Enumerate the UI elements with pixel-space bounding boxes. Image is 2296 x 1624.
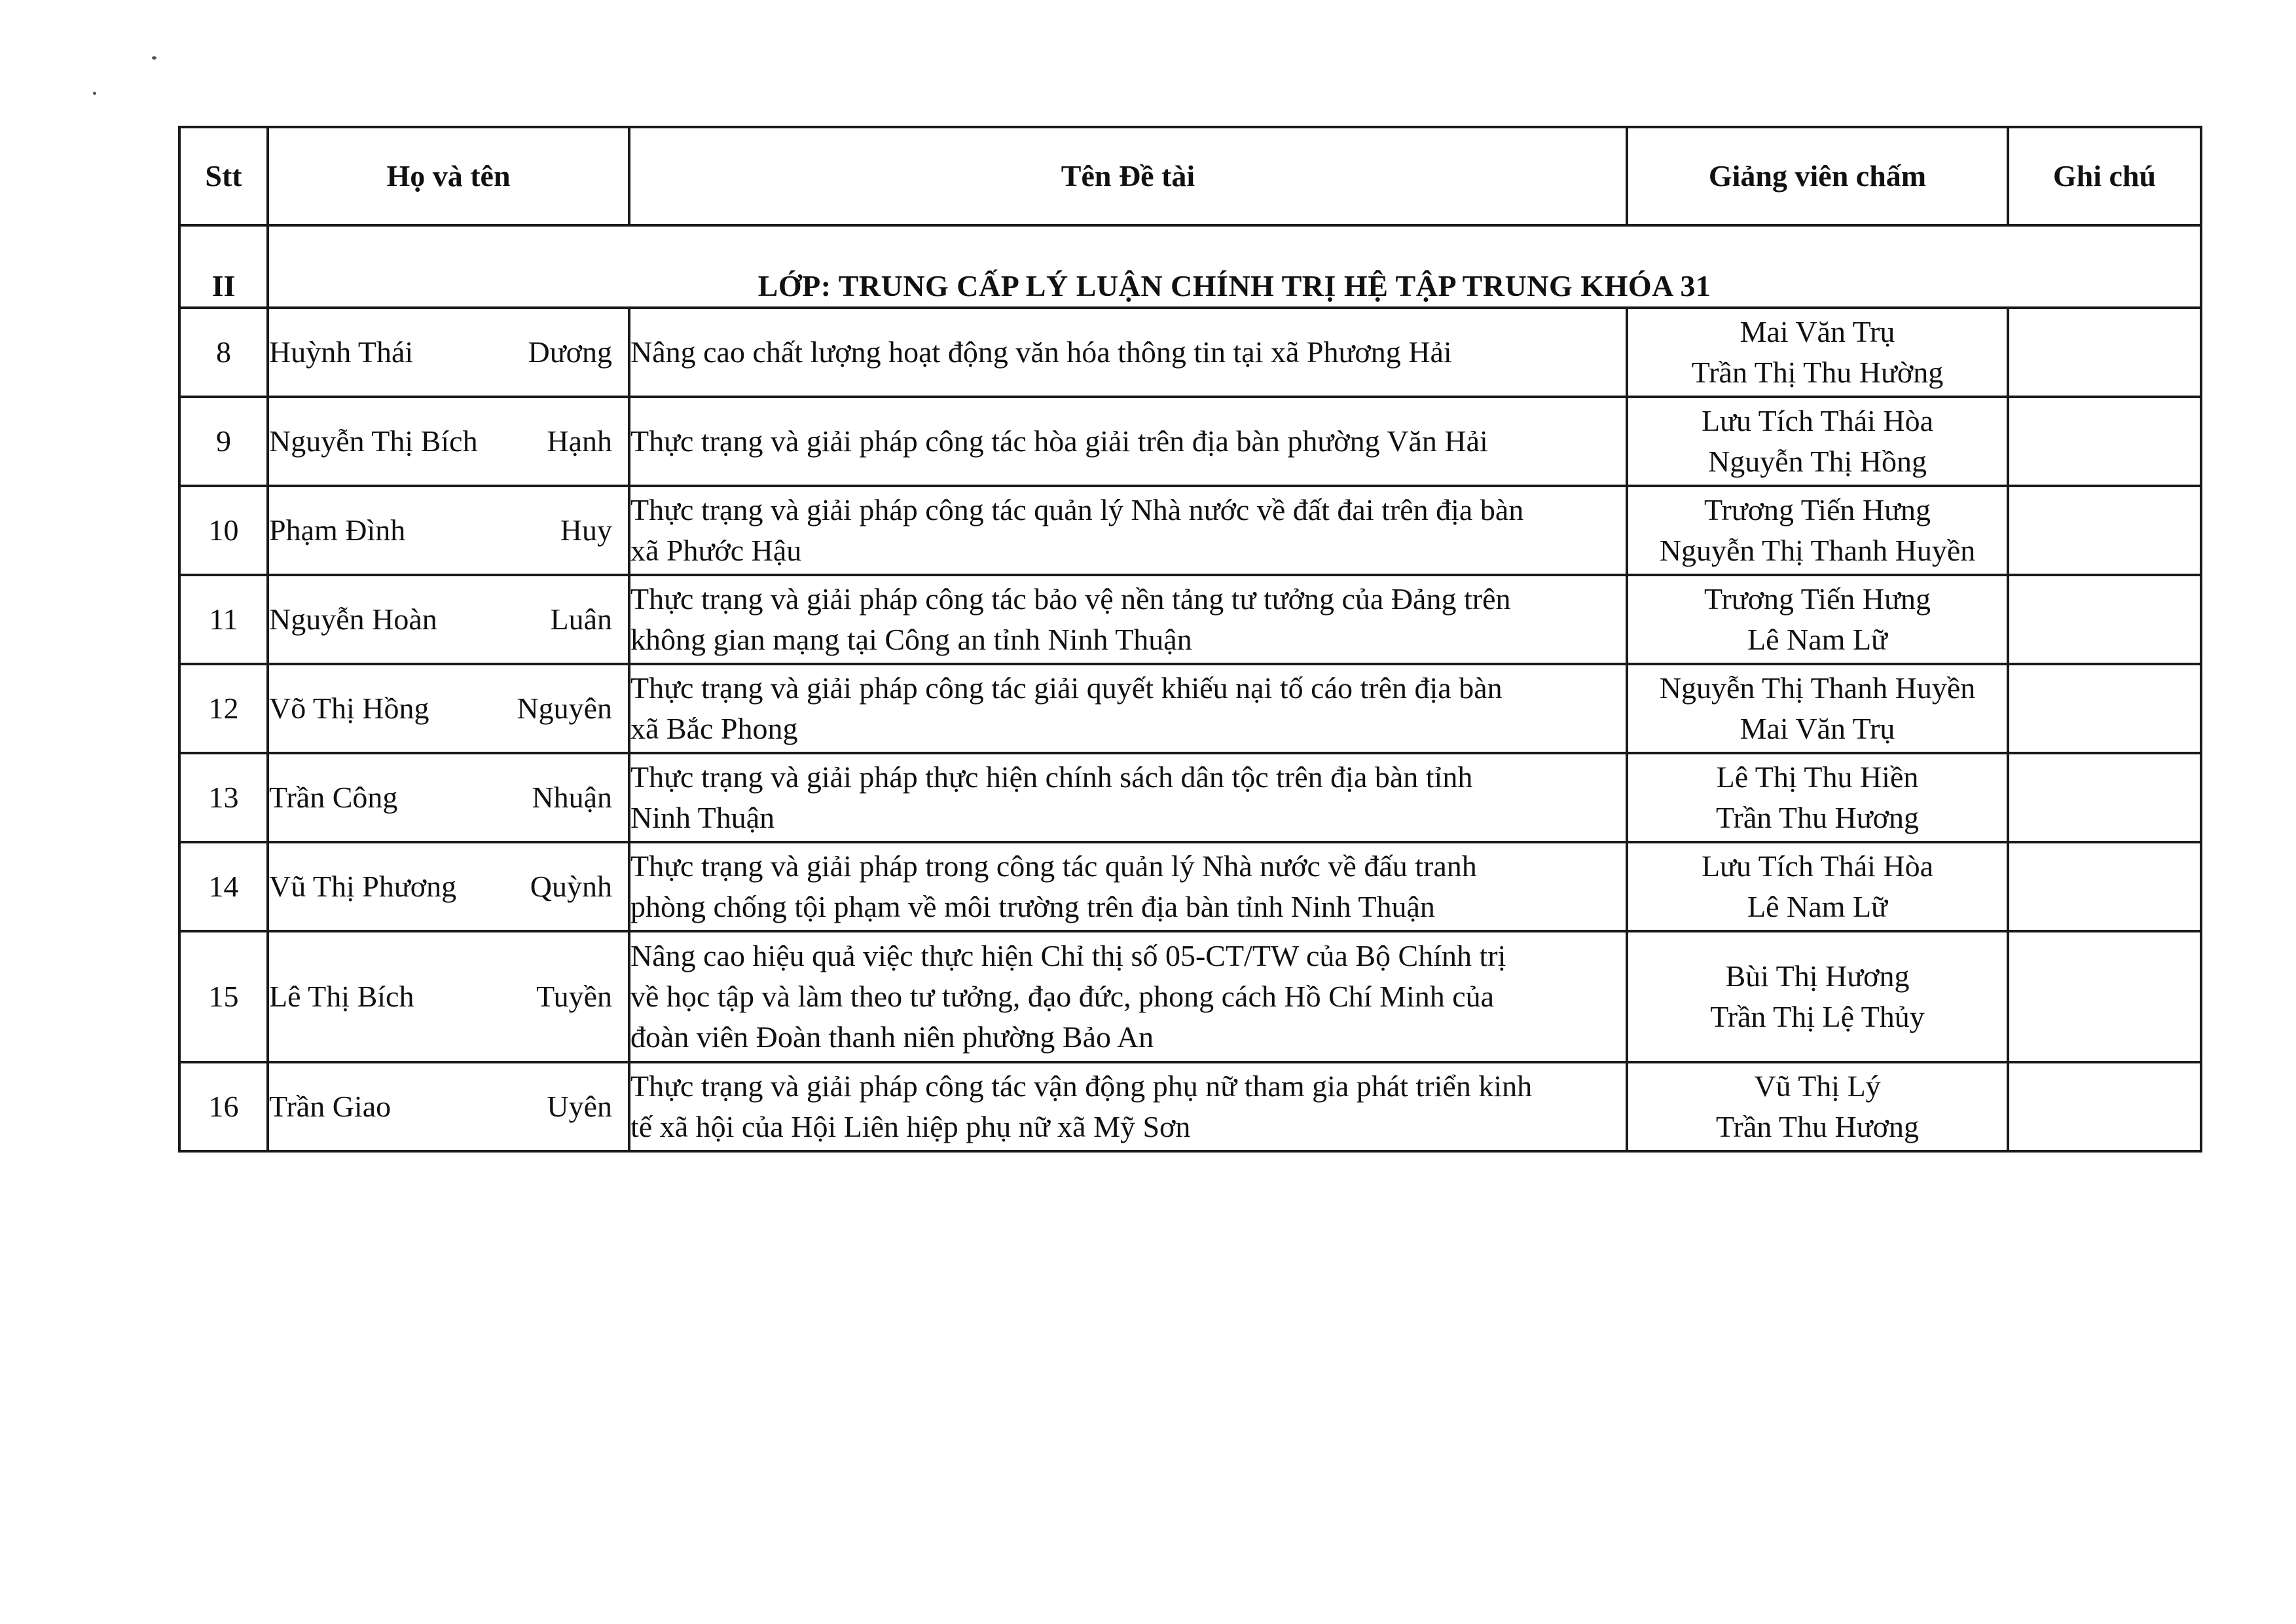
name-first: Luân	[550, 602, 612, 636]
row-stt: 14	[179, 842, 268, 931]
grader-name: Lưu Tích Thái Hòa	[1701, 404, 1934, 437]
full-name	[269, 421, 628, 462]
table-row	[179, 664, 2201, 753]
grader-name: Trần Thị Thu Hường	[1691, 356, 1944, 389]
row-grader-cell	[1627, 308, 2008, 397]
topic-line: đoàn viên Đoàn thanh niên phường Bảo An	[630, 1020, 1154, 1054]
grader-name: Trần Thu Hương	[1716, 1110, 1919, 1143]
row-grader-cell	[1627, 753, 2008, 842]
topic-line: Thực trạng và giải pháp công tác giải quyết khiếu nại tố cáo trên địa bàn	[630, 671, 1503, 705]
full-name	[269, 1086, 628, 1127]
table-row	[179, 486, 2201, 575]
row-stt: 10	[179, 486, 268, 575]
topic-line: Thực trạng và giải pháp công tác vận động phụ nữ tham gia phát triển kinh	[630, 1069, 1533, 1103]
full-name	[269, 332, 628, 373]
grader-name: Nguyễn Thị Hồng	[1708, 445, 1927, 478]
row-topic-cell	[629, 1062, 1627, 1151]
full-name	[269, 599, 628, 640]
name-given: Trần Giao	[269, 1090, 392, 1123]
full-name	[269, 777, 628, 818]
name-first: Nguyên	[517, 692, 612, 725]
scan-speck	[93, 92, 96, 95]
row-note	[2008, 753, 2201, 842]
grader-name: Bùi Thị Hương	[1725, 959, 1910, 993]
row-topic-cell	[629, 931, 1627, 1062]
row-stt: 15	[179, 931, 268, 1062]
row-stt: 13	[179, 753, 268, 842]
header-name: Họ và tên	[268, 127, 629, 225]
row-topic-cell	[629, 664, 1627, 753]
scan-speck	[152, 56, 156, 60]
topic-line: Ninh Thuận	[630, 801, 775, 834]
grader-name: Vũ Thị Lý	[1754, 1069, 1881, 1103]
full-name	[269, 976, 628, 1017]
row-grader-cell	[1627, 1062, 2008, 1151]
topic-line: Thực trạng và giải pháp công tác bảo vệ nền tảng tư tưởng của Đảng trên	[630, 582, 1511, 616]
grader-name: Nguyễn Thị Thanh Huyền	[1659, 534, 1976, 567]
grader-name: Trần Thị Lệ Thủy	[1710, 1000, 1925, 1033]
name-first: Hạnh	[547, 424, 612, 458]
grader-name: Mai Văn Trụ	[1740, 315, 1895, 348]
row-name-cell	[268, 931, 629, 1062]
row-note	[2008, 486, 2201, 575]
row-topic-cell	[629, 575, 1627, 664]
name-given: Nguyễn Thị Bích	[269, 424, 478, 458]
grader-name: Trần Thu Hương	[1716, 801, 1919, 834]
row-stt: 12	[179, 664, 268, 753]
row-stt: 11	[179, 575, 268, 664]
grader-name: Mai Văn Trụ	[1740, 712, 1895, 745]
name-given: Nguyễn Hoàn	[269, 602, 437, 636]
row-grader-cell	[1627, 931, 2008, 1062]
table-row	[179, 931, 2201, 1062]
name-given: Huỳnh Thái	[269, 335, 414, 369]
table-row	[179, 753, 2201, 842]
name-first: Dương	[528, 335, 612, 369]
row-note	[2008, 308, 2201, 397]
name-first: Nhuận	[532, 781, 612, 814]
topic-line: Nâng cao hiệu quả việc thực hiện Chỉ thị số 05-CT/TW của Bộ Chính trị	[630, 939, 1506, 972]
row-topic-cell	[629, 486, 1627, 575]
row-note	[2008, 397, 2201, 486]
row-note	[2008, 575, 2201, 664]
row-grader-cell	[1627, 486, 2008, 575]
row-topic-cell	[629, 753, 1627, 842]
grader-name: Trương Tiến Hưng	[1704, 493, 1931, 526]
row-stt: 8	[179, 308, 268, 397]
row-note	[2008, 842, 2201, 931]
grader-name: Lưu Tích Thái Hòa	[1701, 849, 1934, 883]
name-given: Phạm Đình	[269, 513, 406, 547]
topic-line: xã Phước Hậu	[630, 534, 802, 567]
header-row	[179, 127, 2201, 225]
name-first: Uyên	[547, 1090, 612, 1123]
name-given: Lê Thị Bích	[269, 980, 414, 1013]
full-name	[269, 866, 628, 907]
topic-line: Nâng cao chất lượng hoạt động văn hóa thông tin tại xã Phương Hải	[630, 335, 1452, 369]
topic-line: Thực trạng và giải pháp công tác quản lý Nhà nước về đất đai trên địa bàn	[630, 493, 1524, 526]
row-name-cell	[268, 664, 629, 753]
row-topic-cell	[629, 397, 1627, 486]
row-grader-cell	[1627, 842, 2008, 931]
grader-name: Nguyễn Thị Thanh Huyền	[1659, 671, 1976, 705]
topic-line: về học tập và làm theo tư tưởng, đạo đức, phong cách Hồ Chí Minh của	[630, 980, 1495, 1013]
topic-line: Thực trạng và giải pháp thực hiện chính sách dân tộc trên địa bàn tỉnh	[630, 760, 1473, 794]
header-topic: Tên Đề tài	[629, 127, 1627, 225]
row-note	[2008, 664, 2201, 753]
row-note	[2008, 931, 2201, 1062]
row-grader-cell	[1627, 575, 2008, 664]
grader-name: Lê Nam Lữ	[1747, 890, 1887, 923]
name-given: Trần Công	[269, 781, 398, 814]
header-note: Ghi chú	[2008, 127, 2201, 225]
name-first: Huy	[560, 513, 612, 547]
name-given: Vũ Thị Phương	[269, 870, 457, 903]
header-stt: Stt	[179, 127, 268, 225]
section-title: LỚP: TRUNG CẤP LÝ LUẬN CHÍNH TRỊ HỆ TẬP TRUNG KHÓA 31	[268, 225, 2201, 308]
thesis-grading-table	[178, 126, 2202, 1153]
grader-name: Lê Thị Thu Hiền	[1716, 760, 1919, 794]
table-row	[179, 842, 2201, 931]
row-topic-cell	[629, 308, 1627, 397]
section-row	[179, 225, 2201, 308]
grader-name: Lê Nam Lữ	[1747, 623, 1887, 656]
topic-line: xã Bắc Phong	[630, 712, 798, 745]
topic-line: Thực trạng và giải pháp trong công tác quản lý Nhà nước về đấu tranh	[630, 849, 1477, 883]
row-name-cell	[268, 575, 629, 664]
topic-line: phòng chống tội phạm về môi trường trên địa bàn tỉnh Ninh Thuận	[630, 890, 1435, 923]
row-stt: 9	[179, 397, 268, 486]
grader-name: Trương Tiến Hưng	[1704, 582, 1931, 616]
row-stt: 16	[179, 1062, 268, 1151]
name-first: Tuyền	[536, 980, 612, 1013]
row-name-cell	[268, 308, 629, 397]
row-grader-cell	[1627, 664, 2008, 753]
table-row	[179, 397, 2201, 486]
section-number: II	[179, 225, 268, 308]
table-row	[179, 308, 2201, 397]
row-name-cell	[268, 1062, 629, 1151]
row-note	[2008, 1062, 2201, 1151]
row-topic-cell	[629, 842, 1627, 931]
topic-line: tế xã hội của Hội Liên hiệp phụ nữ xã Mỹ Sơn	[630, 1110, 1191, 1143]
header-grader: Giảng viên chấm	[1627, 127, 2008, 225]
table-row	[179, 1062, 2201, 1151]
table-row	[179, 575, 2201, 664]
name-given: Võ Thị Hồng	[269, 692, 429, 725]
full-name	[269, 510, 628, 551]
row-name-cell	[268, 486, 629, 575]
name-first: Quỳnh	[530, 870, 612, 903]
topic-line: không gian mạng tại Công an tỉnh Ninh Thuận	[630, 623, 1192, 656]
row-name-cell	[268, 397, 629, 486]
topic-line: Thực trạng và giải pháp công tác hòa giải trên địa bàn phường Văn Hải	[630, 424, 1488, 458]
row-grader-cell	[1627, 397, 2008, 486]
row-name-cell	[268, 753, 629, 842]
row-name-cell	[268, 842, 629, 931]
full-name	[269, 688, 628, 729]
